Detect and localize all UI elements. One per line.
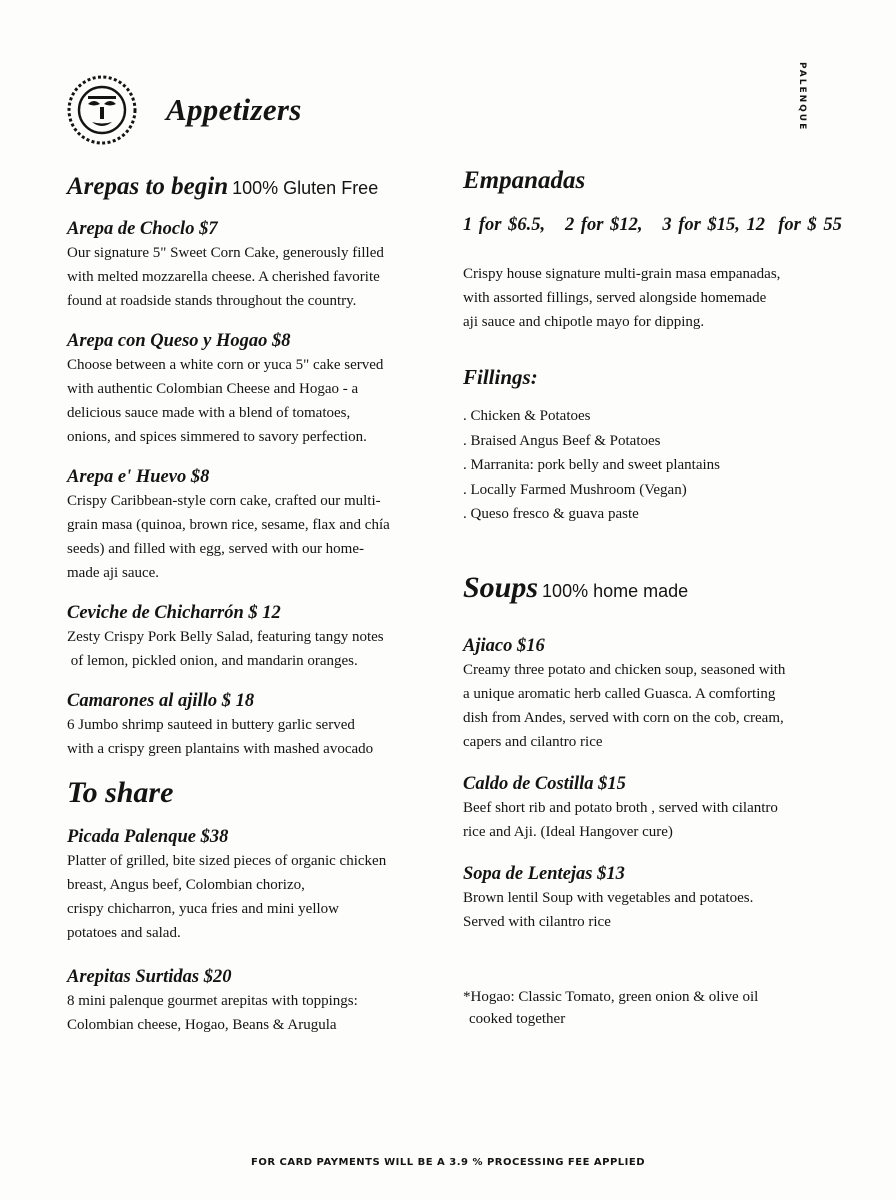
menu-item-caldo-de-costilla [463,772,863,844]
palenque-logo [66,74,138,146]
soups-home-made-note: 100% home made [542,580,689,601]
empanadas-heading: Empanadas [463,167,586,194]
footnote-line: *Hogao: Classic Tomato, green onion & olive oil [463,988,759,1005]
filling-item: . Braised Angus Beef & Potatoes [463,429,863,454]
desc-line: with melted mozzarella cheese. A cherished favorite [67,269,380,285]
menu-item-arepa-de-choclo [67,217,442,313]
desc-line: delicious sauce made with a blend of tomatoes, [67,405,351,421]
arepas-gluten-free-note: 100% Gluten Free [232,178,379,198]
desc-line: seeds) and filled with egg, served with our home- [67,541,365,557]
desc-line: capers and cilantro rice [463,733,603,750]
filling-item: . Marranita: pork belly and sweet plantains [463,453,863,478]
menu-item-picada-palenque [67,825,442,945]
brand-name: PALENQUE [797,62,807,132]
filling-item: . Chicken & Potatoes [463,404,863,429]
menu-item-sopa-de-lentejas [463,862,863,934]
menu-item-arepa-con-queso [67,329,442,449]
menu-item-description [67,489,442,585]
menu-item-ceviche [67,601,442,673]
share-heading: To share [67,776,174,809]
desc-line: crispy chicharron, yuca fries and mini yellow [67,901,339,917]
menu-item-description [67,241,442,313]
desc-line: with a crispy green plantains with mashed avocado [67,741,374,757]
soups-section-heading [463,571,863,608]
desc-line: 6 Jumbo shrimp sauteed in buttery garlic served [67,717,355,733]
left-column [67,170,442,1037]
empanadas-description [463,262,863,334]
desc-line: Served with cilantro rice [463,913,611,930]
desc-line: grain masa (quinoa, brown rice, sesame, flax and chía [67,517,390,533]
desc-line: a unique aromatic herb called Guasca. A comforting [463,685,776,702]
desc-line: Crispy house signature multi-grain masa empanadas, [463,266,781,282]
menu-item-description [67,625,442,673]
menu-item-title: Arepa con Queso y Hogao $8 [67,331,291,351]
desc-line: Creamy three potato and chicken soup, seasoned with [463,661,786,678]
menu-item-title: Caldo de Costilla $15 [463,773,626,794]
footnote-line: cooked together [469,1010,566,1027]
menu-item-title: Ceviche de Chicharrón $ 12 [67,603,281,623]
arepas-heading: Arepas to begin [67,173,229,200]
desc-line: with authentic Colombian Cheese and Hogao - a [67,381,359,397]
filling-item: . Queso fresco & guava paste [463,502,863,527]
menu-item-description [463,658,863,754]
desc-line: Platter of grilled, bite sized pieces of organic chicken [67,853,387,869]
hogao-footnote [463,986,863,1030]
menu-item-title: Ajiaco $16 [463,635,545,656]
menu-item-arepitas-surtidas [67,965,442,1037]
filling-item: . Locally Farmed Mushroom (Vegan) [463,478,863,503]
desc-line: made aji sauce. [67,565,160,581]
menu-item-title: Sopa de Lentejas $13 [463,863,625,884]
menu-item-camarones [67,689,442,761]
menu-item-title: Arepa de Choclo $7 [67,219,218,239]
desc-line: Beef short rib and potato broth , served with cilantro [463,799,778,816]
desc-line: Choose between a white corn or yuca 5" cake served [67,357,384,373]
desc-line: onions, and spices simmered to savory perfection. [67,429,367,445]
menu-item-title: Arepa e' Huevo $8 [67,467,210,487]
menu-item-ajiaco [463,634,863,754]
desc-line: aji sauce and chipotle mayo for dipping. [463,314,705,330]
page-title: Appetizers [166,92,302,127]
menu-item-description [463,886,863,934]
soups-heading: Soups [463,570,539,604]
desc-line: potatoes and salad. [67,925,181,941]
desc-line: Brown lentil Soup with vegetables and potatoes. [463,889,754,906]
desc-line: breast, Angus beef, Colombian chorizo, [67,877,305,893]
desc-line: dish from Andes, served with corn on the cob, cream, [463,709,784,726]
fillings-heading: Fillings: [463,365,538,389]
menu-item-description [67,849,442,945]
desc-line: Our signature 5" Sweet Corn Cake, generously filled [67,245,384,261]
arepas-section-heading [67,170,442,205]
empanadas-prices: 1 for $6.5, 2 for $12, 3 for $15, 12 for $ 55 [463,215,842,235]
desc-line: rice and Aji. (Ideal Hangover cure) [463,823,673,840]
desc-line: Zesty Crispy Pork Belly Salad, featuring tangy notes [67,629,384,645]
desc-line: with assorted fillings, served alongside homemade [463,290,767,306]
card-fee-notice: FOR CARD PAYMENTS WILL BE A 3.9 % PROCESSING FEE APPLIED [250,1157,646,1168]
menu-item-title: Arepitas Surtidas $20 [67,967,232,987]
menu-item-description [67,989,442,1037]
menu-item-description [67,713,442,761]
fillings-list [463,404,863,527]
menu-item-description [67,353,442,449]
menu-item-description [463,796,863,844]
menu-item-title: Camarones al ajillo $ 18 [67,691,255,711]
menu-item-arepa-e-huevo [67,465,442,585]
desc-line: 8 mini palenque gourmet arepitas with toppings: [67,993,358,1009]
desc-line: found at roadside stands throughout the country. [67,293,357,309]
desc-line: Colombian cheese, Hogao, Beans & Arugula [67,1017,337,1033]
desc-line: of lemon, pickled onion, and mandarin oranges. [67,653,358,669]
desc-line: Crispy Caribbean-style corn cake, crafted our multi- [67,493,381,509]
right-column [463,164,863,1030]
menu-item-title: Picada Palenque $38 [67,827,229,847]
